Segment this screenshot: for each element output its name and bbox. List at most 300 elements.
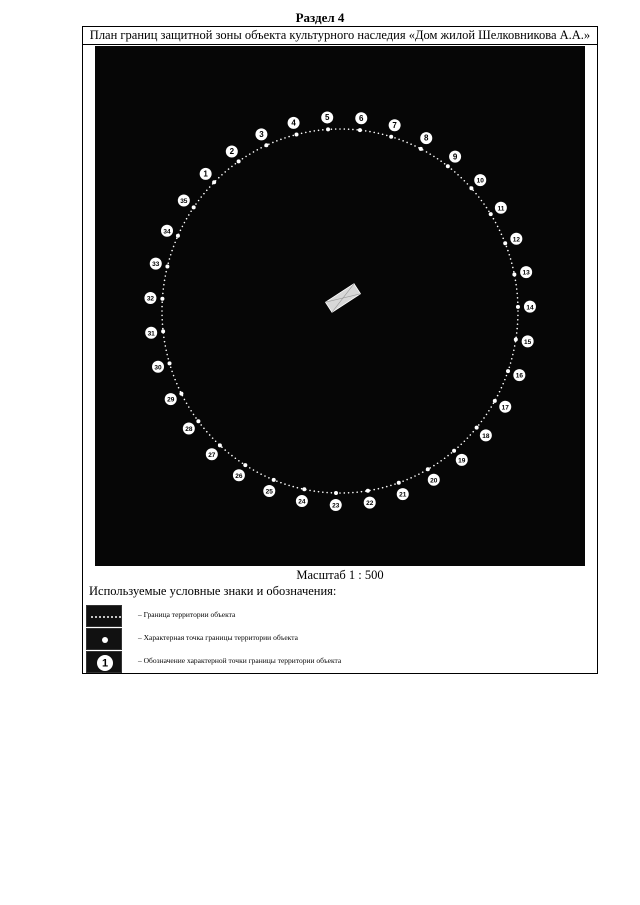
boundary-dot bbox=[162, 323, 164, 325]
boundary-dot bbox=[164, 341, 166, 343]
boundary-dot bbox=[313, 490, 315, 492]
boundary-point-31 bbox=[161, 329, 165, 333]
boundary-dot bbox=[517, 310, 519, 312]
boundary-dot bbox=[460, 443, 462, 445]
boundary-dot bbox=[284, 483, 286, 485]
boundary-dot bbox=[203, 428, 205, 430]
boundary-dot bbox=[433, 465, 435, 467]
boundary-dot bbox=[339, 492, 341, 494]
boundary-dot bbox=[166, 354, 168, 356]
point-label-35 bbox=[178, 195, 190, 207]
boundary-dot bbox=[348, 492, 350, 494]
point-label-11 bbox=[495, 202, 507, 214]
boundary-dot bbox=[514, 345, 516, 347]
boundary-dot bbox=[292, 135, 294, 137]
boundary-dot bbox=[406, 479, 408, 481]
boundary-dot bbox=[242, 462, 244, 464]
boundary-dot bbox=[188, 214, 190, 216]
boundary-map-svg bbox=[95, 46, 585, 566]
boundary-dot bbox=[331, 128, 333, 130]
boundary-point-26 bbox=[243, 463, 247, 467]
boundary-dot bbox=[190, 410, 192, 412]
boundary-dot bbox=[318, 130, 320, 132]
boundary-dot bbox=[161, 310, 163, 312]
point-label-text: 26 bbox=[235, 472, 243, 480]
boundary-dot bbox=[305, 132, 307, 134]
boundary-point-8 bbox=[419, 147, 423, 151]
boundary-dot bbox=[447, 455, 449, 457]
boundary-dot bbox=[516, 332, 518, 334]
point-label-7 bbox=[389, 119, 401, 131]
boundary-point-24 bbox=[302, 487, 306, 491]
boundary-dot bbox=[297, 487, 299, 489]
point-label-text: 14 bbox=[526, 304, 534, 312]
boundary-dot bbox=[344, 492, 346, 494]
boundary-dot bbox=[464, 440, 466, 442]
legend-item-label bbox=[86, 651, 586, 673]
point-label-13 bbox=[520, 266, 532, 278]
boundary-dot bbox=[457, 446, 459, 448]
boundary-dot bbox=[242, 158, 244, 160]
point-label-24 bbox=[296, 495, 308, 507]
boundary-dot bbox=[280, 482, 282, 484]
point-label-text: 13 bbox=[522, 269, 530, 277]
point-label-text: 4 bbox=[291, 118, 296, 128]
boundary-dot bbox=[508, 254, 510, 256]
point-label-2 bbox=[226, 146, 238, 158]
point-label-16 bbox=[513, 369, 525, 381]
boundary-point-7 bbox=[389, 135, 393, 139]
boundary-dot bbox=[414, 475, 416, 477]
point-label-text: 2 bbox=[229, 147, 235, 157]
boundary-dot bbox=[224, 171, 226, 173]
boundary-dot bbox=[440, 160, 442, 162]
boundary-dot bbox=[467, 437, 469, 439]
boundary-dot bbox=[508, 366, 510, 368]
boundary-dot bbox=[238, 460, 240, 462]
boundary-dot bbox=[493, 402, 495, 404]
boundary-dot bbox=[414, 145, 416, 147]
boundary-dot bbox=[253, 469, 255, 471]
boundary-dot bbox=[280, 139, 282, 141]
point-label-text: 27 bbox=[208, 451, 216, 459]
boundary-dot bbox=[398, 139, 400, 141]
boundary-dot bbox=[174, 242, 176, 244]
boundary-dot bbox=[276, 480, 278, 482]
boundary-dot bbox=[167, 358, 169, 360]
boundary-dot bbox=[165, 345, 167, 347]
point-label-icon-text: 1 bbox=[101, 657, 109, 670]
boundary-point-3 bbox=[264, 143, 268, 147]
boundary-dot bbox=[451, 452, 453, 454]
boundary-dot bbox=[499, 391, 501, 393]
boundary-dot bbox=[272, 142, 274, 144]
boundary-point-18 bbox=[475, 426, 479, 430]
boundary-dot bbox=[501, 234, 503, 236]
boundary-dot bbox=[486, 414, 488, 416]
boundary-dot bbox=[499, 230, 501, 232]
boundary-dot bbox=[165, 275, 167, 277]
boundary-dot bbox=[475, 193, 477, 195]
point-label-text: 20 bbox=[430, 477, 438, 485]
boundary-dot bbox=[235, 163, 237, 165]
legend-text-label: – Обозначение характерной точки границы территории объекта bbox=[138, 656, 342, 665]
boundary-point-11 bbox=[489, 212, 493, 216]
legend-text-point: – Характерная точка границы территории объекта bbox=[138, 633, 298, 642]
boundary-dot bbox=[429, 153, 431, 155]
boundary-dot bbox=[228, 452, 230, 454]
boundary-dot bbox=[472, 431, 474, 433]
point-label-text: 5 bbox=[324, 113, 330, 123]
legend-text-boundary: – Граница территории объекта bbox=[138, 610, 236, 619]
boundary-dot bbox=[292, 486, 294, 488]
boundary-dot bbox=[454, 171, 456, 173]
boundary-dot bbox=[264, 475, 266, 477]
boundary-dot bbox=[169, 258, 171, 260]
boundary-dot bbox=[245, 156, 247, 158]
boundary-point-12 bbox=[503, 241, 507, 245]
boundary-dot bbox=[195, 203, 197, 205]
point-label-text: 17 bbox=[501, 404, 509, 412]
boundary-dot bbox=[352, 129, 354, 131]
boundary-dot bbox=[501, 387, 503, 389]
boundary-dot bbox=[209, 434, 211, 436]
boundary-dot bbox=[170, 254, 172, 256]
point-label-19 bbox=[456, 454, 468, 466]
point-label-text: 22 bbox=[366, 500, 374, 508]
point-label-34 bbox=[161, 225, 173, 237]
boundary-dot bbox=[165, 349, 167, 351]
boundary-dot bbox=[512, 354, 514, 356]
boundary-dot bbox=[512, 267, 514, 269]
boundary-dot bbox=[356, 129, 358, 131]
boundary-dot bbox=[444, 457, 446, 459]
boundary-dot bbox=[429, 467, 431, 469]
boundary-dot bbox=[497, 226, 499, 228]
point-label-27 bbox=[206, 448, 218, 460]
boundary-dot bbox=[322, 491, 324, 493]
point-label-text: 15 bbox=[524, 338, 532, 346]
boundary-dot bbox=[195, 417, 197, 419]
boundary-dot bbox=[203, 193, 205, 195]
boundary-dot bbox=[200, 196, 202, 198]
boundary-point-25 bbox=[272, 478, 276, 482]
boundary-dot bbox=[511, 262, 513, 264]
point-label-text: 30 bbox=[154, 364, 162, 372]
boundary-dot bbox=[326, 492, 328, 494]
boundary-dot bbox=[170, 366, 172, 368]
boundary-dot bbox=[510, 258, 512, 260]
boundary-dot bbox=[231, 166, 233, 168]
boundary-dot bbox=[218, 177, 220, 179]
point-label-1 bbox=[200, 168, 212, 180]
boundary-dot bbox=[511, 358, 513, 360]
point-label-text: 21 bbox=[399, 491, 407, 499]
boundary-dot bbox=[249, 153, 251, 155]
boundary-dot bbox=[517, 297, 519, 299]
boundary-dot bbox=[221, 174, 223, 176]
boundary-dot bbox=[394, 137, 396, 139]
point-label-23 bbox=[330, 499, 342, 511]
point-label-12 bbox=[510, 233, 522, 245]
boundary-point-20 bbox=[426, 467, 430, 471]
point-label-text: 32 bbox=[146, 295, 155, 303]
boundary-dot bbox=[235, 457, 237, 459]
plan-frame bbox=[82, 26, 598, 674]
boundary-dot bbox=[464, 180, 466, 182]
boundary-dot bbox=[486, 207, 488, 209]
point-label-29 bbox=[165, 393, 177, 405]
boundary-dot bbox=[161, 301, 163, 303]
point-label-text: 33 bbox=[152, 261, 160, 269]
boundary-dot bbox=[309, 131, 311, 133]
boundary-point-5 bbox=[326, 127, 330, 131]
boundary-dot bbox=[513, 349, 515, 351]
boundary-dot bbox=[198, 200, 200, 202]
boundary-dot bbox=[369, 131, 371, 133]
boundary-dot bbox=[309, 490, 311, 492]
point-label-4 bbox=[288, 117, 300, 129]
boundary-dot bbox=[483, 417, 485, 419]
boundary-dot bbox=[164, 280, 166, 282]
point-label-text: 18 bbox=[482, 432, 490, 440]
boundary-dot bbox=[402, 140, 404, 142]
boundary-dot bbox=[361, 491, 363, 493]
boundary-dot bbox=[516, 328, 518, 330]
boundary-dot bbox=[193, 414, 195, 416]
boundary-dot bbox=[495, 222, 497, 224]
boundary-dot bbox=[386, 135, 388, 137]
boundary-dot bbox=[318, 491, 320, 493]
point-label-text: 24 bbox=[298, 498, 306, 506]
boundary-dot bbox=[516, 293, 518, 295]
boundary-dot bbox=[470, 434, 472, 436]
boundary-dot bbox=[163, 284, 165, 286]
boundary-dot bbox=[352, 492, 354, 494]
boundary-dot bbox=[478, 424, 480, 426]
boundary-dot bbox=[209, 186, 211, 188]
boundary-dot bbox=[410, 143, 412, 145]
boundary-dot bbox=[161, 315, 163, 317]
boundary-dot bbox=[517, 315, 519, 317]
point-label-31 bbox=[145, 327, 157, 339]
boundary-dot bbox=[322, 129, 324, 131]
point-label-text: 16 bbox=[515, 372, 523, 380]
boundary-dot bbox=[418, 473, 420, 475]
boundary-dot bbox=[490, 406, 492, 408]
boundary-dot bbox=[161, 306, 163, 308]
boundary-dot bbox=[186, 402, 188, 404]
boundary-dot bbox=[268, 143, 270, 145]
boundary-dot bbox=[472, 190, 474, 192]
point-label-text: 19 bbox=[458, 457, 466, 465]
boundary-point-14 bbox=[516, 305, 520, 309]
boundary-dot bbox=[186, 218, 188, 220]
boundary-dot bbox=[249, 467, 251, 469]
boundary-point-1 bbox=[212, 180, 216, 184]
boundary-dot bbox=[301, 488, 303, 490]
boundary-point-30 bbox=[168, 361, 172, 365]
boundary-dot bbox=[331, 492, 333, 494]
boundary-dot bbox=[190, 210, 192, 212]
boundary-dot bbox=[451, 168, 453, 170]
point-label-text: 1 bbox=[203, 169, 208, 179]
boundary-dot bbox=[515, 284, 517, 286]
boundary-dot bbox=[180, 230, 182, 232]
boundary-dot bbox=[382, 487, 384, 489]
boundary-dot bbox=[406, 142, 408, 144]
boundary-dot bbox=[382, 133, 384, 135]
boundary-dot bbox=[228, 168, 230, 170]
point-label-text: 12 bbox=[512, 236, 520, 244]
boundary-dot bbox=[301, 132, 303, 134]
boundary-dot bbox=[176, 383, 178, 385]
boundary-dot bbox=[481, 421, 483, 423]
boundary-dot bbox=[440, 460, 442, 462]
boundary-dot bbox=[373, 489, 375, 491]
point-label-text: 35 bbox=[180, 198, 188, 206]
legend-item-boundary bbox=[86, 605, 586, 627]
boundary-dot bbox=[173, 375, 175, 377]
boundary-dot bbox=[288, 136, 290, 138]
point-label-text: 31 bbox=[147, 330, 155, 338]
boundary-dot bbox=[174, 379, 176, 381]
boundary-dot bbox=[161, 319, 163, 321]
point-label-text: 8 bbox=[424, 133, 429, 143]
boundary-dot bbox=[344, 128, 346, 130]
boundary-dot bbox=[516, 288, 518, 290]
boundary-dot bbox=[256, 149, 258, 151]
boundary-dot bbox=[268, 477, 270, 479]
boundary-dot bbox=[394, 483, 396, 485]
boundary-dot bbox=[200, 424, 202, 426]
point-label-text: 9 bbox=[452, 152, 458, 162]
boundary-point-16 bbox=[506, 369, 510, 373]
boundary-dot bbox=[504, 379, 506, 381]
point-label-text: 34 bbox=[163, 228, 171, 236]
plan-title: План границ защитной зоны объекта культурного наследия «Дом жилой Шелковникова А.А.» bbox=[83, 27, 597, 45]
boundary-point-35 bbox=[192, 205, 196, 209]
boundary-dot bbox=[483, 203, 485, 205]
point-label-32 bbox=[144, 292, 156, 304]
legend-item-point bbox=[86, 628, 586, 650]
boundary-dot bbox=[162, 328, 164, 330]
point-label-26 bbox=[233, 469, 245, 481]
boundary-line-icon bbox=[86, 605, 122, 627]
boundary-dot bbox=[513, 271, 515, 273]
building-footprint bbox=[325, 284, 360, 313]
point-label-3 bbox=[255, 128, 267, 140]
boundary-dot bbox=[502, 383, 504, 385]
boundary-dot bbox=[515, 280, 517, 282]
boundary-dot bbox=[313, 130, 315, 132]
boundary-dot bbox=[206, 190, 208, 192]
boundary-dot bbox=[260, 147, 262, 149]
boundary-dot bbox=[184, 399, 186, 401]
boundary-dot bbox=[506, 375, 508, 377]
boundary-dot bbox=[188, 406, 190, 408]
boundary-dot bbox=[373, 132, 375, 134]
boundary-dot bbox=[163, 288, 165, 290]
boundary-point-34 bbox=[176, 234, 180, 238]
boundary-point-15 bbox=[514, 337, 518, 341]
point-label-text: 11 bbox=[497, 205, 505, 213]
boundary-point-icon bbox=[86, 628, 122, 650]
boundary-dot bbox=[422, 471, 424, 473]
boundary-dot bbox=[260, 473, 262, 475]
point-label-21 bbox=[397, 488, 409, 500]
point-label-18 bbox=[480, 429, 492, 441]
boundary-dot bbox=[178, 387, 180, 389]
boundary-dot bbox=[488, 410, 490, 412]
point-label-text: 28 bbox=[185, 426, 193, 434]
boundary-dot bbox=[437, 158, 439, 160]
scale-label: Масштаб 1 : 500 bbox=[296, 568, 384, 582]
boundary-dot bbox=[378, 488, 380, 490]
boundary-point-19 bbox=[452, 449, 456, 453]
boundary-dot bbox=[215, 440, 217, 442]
point-label-icon bbox=[86, 651, 122, 673]
boundary-dot bbox=[386, 486, 388, 488]
boundary-dot bbox=[378, 132, 380, 134]
point-label-text: 7 bbox=[392, 120, 397, 130]
boundary-map bbox=[95, 46, 585, 566]
boundary-point-29 bbox=[179, 392, 183, 396]
boundary-dot bbox=[284, 137, 286, 139]
boundary-point-9 bbox=[446, 164, 450, 168]
boundary-dot bbox=[348, 128, 350, 130]
boundary-dot bbox=[231, 455, 233, 457]
boundary-dot bbox=[253, 151, 255, 153]
boundary-dot bbox=[517, 323, 519, 325]
boundary-dot bbox=[224, 449, 226, 451]
boundary-point-21 bbox=[397, 481, 401, 485]
point-label-8 bbox=[420, 132, 432, 144]
boundary-dot bbox=[460, 177, 462, 179]
point-label-text: 3 bbox=[259, 129, 264, 139]
boundary-point-27 bbox=[218, 443, 222, 447]
boundary-dot bbox=[510, 362, 512, 364]
boundary-point-23 bbox=[334, 491, 338, 495]
point-label-17 bbox=[499, 401, 511, 413]
point-label-text: 23 bbox=[332, 502, 340, 510]
boundary-dot bbox=[437, 462, 439, 464]
boundary-point-22 bbox=[366, 489, 370, 493]
boundary-dot bbox=[390, 485, 392, 487]
boundary-point-17 bbox=[493, 399, 497, 403]
boundary-dot bbox=[256, 471, 258, 473]
boundary-point-6 bbox=[358, 128, 362, 132]
boundary-dot bbox=[433, 156, 435, 158]
boundary-dot bbox=[517, 301, 519, 303]
boundary-dot bbox=[507, 250, 509, 252]
point-label-25 bbox=[263, 485, 275, 497]
point-label-14 bbox=[524, 301, 536, 313]
boundary-dot bbox=[206, 431, 208, 433]
boundary-point-32 bbox=[160, 297, 164, 301]
boundary-dot bbox=[173, 246, 175, 248]
boundary-dot bbox=[506, 246, 508, 248]
point-label-30 bbox=[152, 361, 164, 373]
boundary-dot bbox=[365, 130, 367, 132]
boundary-dot bbox=[165, 271, 167, 273]
boundary-point-labels bbox=[144, 111, 536, 511]
boundary-dot bbox=[481, 200, 483, 202]
boundary-dot bbox=[335, 128, 337, 130]
section-title: Раздел 4 bbox=[295, 10, 345, 25]
point-label-10 bbox=[474, 174, 486, 186]
boundary-dot bbox=[276, 140, 278, 142]
